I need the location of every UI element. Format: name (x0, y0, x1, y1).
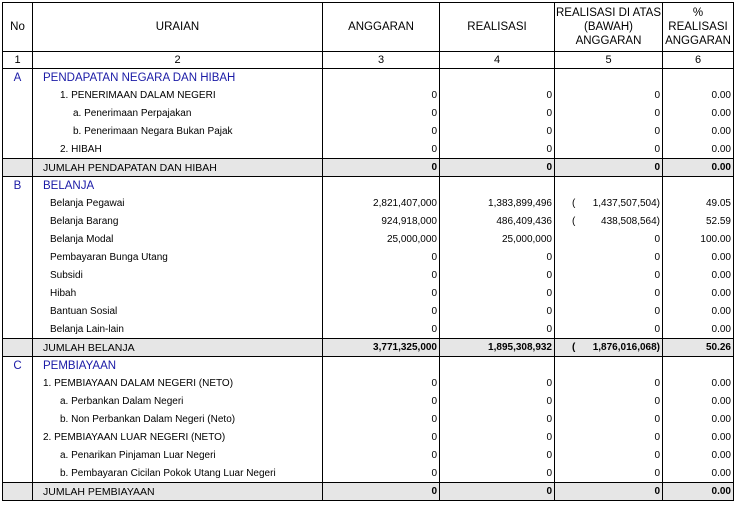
row-label: a. Penerimaan Perpajakan (33, 104, 323, 122)
total-realisasi: 0 (440, 159, 555, 177)
cell-realisasi: 0 (440, 446, 555, 464)
cell-selisih: 0 (555, 392, 663, 410)
cell-persen: 0.00 (663, 410, 734, 428)
total-row (3, 339, 734, 357)
cell-selisih: 0 (555, 374, 663, 392)
header-anggaran: ANGGARAN (323, 3, 440, 52)
header-selisih: REALISASI DI ATAS (BAWAH) ANGGARAN (555, 3, 663, 52)
section-code: A (3, 69, 33, 87)
table-row (3, 266, 734, 284)
cell-anggaran: 0 (323, 86, 440, 104)
cell-anggaran: 0 (323, 302, 440, 320)
open-paren: ( (572, 197, 576, 209)
row-label: 2. HIBAH (33, 140, 323, 159)
row-label: a. Penarikan Pinjaman Luar Negeri (33, 446, 323, 464)
cell-anggaran: 0 (323, 410, 440, 428)
table-row (3, 284, 734, 302)
cell-persen: 0.00 (663, 374, 734, 392)
section-code: B (3, 177, 33, 195)
row-label: Subsidi (33, 266, 323, 284)
cell-selisih: 0 (555, 410, 663, 428)
table-row (3, 446, 734, 464)
total-selisih: 0 (555, 483, 663, 501)
colnum: 3 (323, 52, 440, 69)
cell-anggaran: 924,918,000 (323, 212, 440, 230)
cell-anggaran: 0 (323, 140, 440, 159)
cell-selisih: 0 (555, 446, 663, 464)
section-title: PEMBIAYAAN (33, 357, 323, 375)
cell-realisasi: 0 (440, 86, 555, 104)
cell-anggaran: 0 (323, 122, 440, 140)
total-label: JUMLAH PENDAPATAN DAN HIBAH (33, 159, 323, 177)
colnum: 5 (555, 52, 663, 69)
header-realisasi: REALISASI (440, 3, 555, 52)
cell-realisasi: 0 (440, 248, 555, 266)
table-row (3, 392, 734, 410)
selisih-value: 1,437,507,504) (592, 197, 660, 209)
cell-anggaran: 0 (323, 446, 440, 464)
open-paren: ( (572, 215, 576, 227)
cell-realisasi: 486,409,436 (440, 212, 555, 230)
cell-selisih: 0 (555, 464, 663, 483)
cell-anggaran: 0 (323, 464, 440, 483)
selisih-value: 1,876,016,068) (592, 342, 660, 353)
total-anggaran: 3,771,325,000 (323, 339, 440, 357)
total-anggaran: 0 (323, 159, 440, 177)
table-row (3, 248, 734, 266)
section-row (3, 177, 734, 195)
total-label: JUMLAH PEMBIAYAAN (33, 483, 323, 501)
cell-persen: 0.00 (663, 392, 734, 410)
section-title: BELANJA (33, 177, 323, 195)
cell-anggaran: 0 (323, 104, 440, 122)
section-code: C (3, 357, 33, 375)
cell-selisih: 0 (555, 302, 663, 320)
cell-persen: 49.05 (663, 194, 734, 212)
row-label: Belanja Barang (33, 212, 323, 230)
cell-persen: 0.00 (663, 446, 734, 464)
header-row (3, 3, 734, 52)
table-row (3, 428, 734, 446)
row-label: b. Penerimaan Negara Bukan Pajak (33, 122, 323, 140)
row-label: Belanja Lain-lain (33, 320, 323, 339)
selisih-value: 438,508,564) (601, 215, 660, 227)
cell-realisasi: 0 (440, 140, 555, 159)
cell-persen: 0.00 (663, 266, 734, 284)
table-row (3, 140, 734, 159)
cell-anggaran: 0 (323, 284, 440, 302)
cell-selisih: 0 (555, 284, 663, 302)
total-selisih (555, 339, 663, 357)
cell-persen: 0.00 (663, 284, 734, 302)
row-label: Belanja Pegawai (33, 194, 323, 212)
total-realisasi: 1,895,308,932 (440, 339, 555, 357)
row-label: Hibah (33, 284, 323, 302)
row-label: b. Non Perbankan Dalam Negeri (Neto) (33, 410, 323, 428)
cell-persen: 0.00 (663, 428, 734, 446)
table-row (3, 212, 734, 230)
column-number-row (3, 52, 734, 69)
cell-persen: 100.00 (663, 230, 734, 248)
cell-realisasi: 0 (440, 320, 555, 339)
total-persen: 0.00 (663, 159, 734, 177)
total-realisasi: 0 (440, 483, 555, 501)
cell-anggaran: 0 (323, 392, 440, 410)
open-paren: ( (572, 342, 576, 353)
cell-selisih: 0 (555, 248, 663, 266)
cell-anggaran: 0 (323, 248, 440, 266)
cell-realisasi: 0 (440, 464, 555, 483)
table-row (3, 194, 734, 212)
table-row (3, 464, 734, 483)
row-label: 2. PEMBIAYAAN LUAR NEGERI (NETO) (33, 428, 323, 446)
colnum: 2 (33, 52, 323, 69)
cell-realisasi: 25,000,000 (440, 230, 555, 248)
cell-selisih: 0 (555, 104, 663, 122)
cell-anggaran: 2,821,407,000 (323, 194, 440, 212)
cell-persen: 0.00 (663, 122, 734, 140)
section-row (3, 357, 734, 375)
row-label: 1. PEMBIAYAAN DALAM NEGERI (NETO) (33, 374, 323, 392)
cell-persen: 0.00 (663, 104, 734, 122)
cell-realisasi: 0 (440, 266, 555, 284)
table-row (3, 104, 734, 122)
table-row (3, 302, 734, 320)
header-persen: % REALISASI ANGGARAN (663, 3, 734, 52)
colnum: 1 (3, 52, 33, 69)
cell-persen: 0.00 (663, 320, 734, 339)
section-row (3, 69, 734, 87)
total-label: JUMLAH BELANJA (33, 339, 323, 357)
row-label: 1. PENERIMAAN DALAM NEGERI (33, 86, 323, 104)
total-selisih: 0 (555, 159, 663, 177)
cell-selisih (555, 212, 663, 230)
cell-realisasi: 1,383,899,496 (440, 194, 555, 212)
table-row (3, 374, 734, 392)
cell-persen: 0.00 (663, 248, 734, 266)
cell-anggaran: 0 (323, 266, 440, 284)
cell-selisih: 0 (555, 266, 663, 284)
cell-selisih (555, 194, 663, 212)
table-row (3, 410, 734, 428)
row-label: b. Pembayaran Cicilan Pokok Utang Luar Negeri (33, 464, 323, 483)
total-anggaran: 0 (323, 483, 440, 501)
total-persen: 0.00 (663, 483, 734, 501)
cell-anggaran: 0 (323, 320, 440, 339)
cell-persen: 0.00 (663, 140, 734, 159)
table-row (3, 320, 734, 339)
cell-realisasi: 0 (440, 392, 555, 410)
cell-realisasi: 0 (440, 104, 555, 122)
table-row (3, 230, 734, 248)
total-persen: 50.26 (663, 339, 734, 357)
cell-selisih: 0 (555, 122, 663, 140)
section-title: PENDAPATAN NEGARA DAN HIBAH (33, 69, 323, 87)
cell-persen: 0.00 (663, 464, 734, 483)
cell-anggaran: 25,000,000 (323, 230, 440, 248)
colnum: 4 (440, 52, 555, 69)
cell-realisasi: 0 (440, 122, 555, 140)
cell-anggaran: 0 (323, 428, 440, 446)
cell-realisasi: 0 (440, 302, 555, 320)
cell-selisih: 0 (555, 86, 663, 104)
cell-selisih: 0 (555, 428, 663, 446)
cell-realisasi: 0 (440, 374, 555, 392)
cell-selisih: 0 (555, 320, 663, 339)
row-label: Belanja Modal (33, 230, 323, 248)
total-row (3, 483, 734, 501)
cell-anggaran: 0 (323, 374, 440, 392)
header-uraian: URAIAN (33, 3, 323, 52)
total-row (3, 159, 734, 177)
cell-selisih: 0 (555, 230, 663, 248)
cell-selisih: 0 (555, 140, 663, 159)
row-label: a. Perbankan Dalam Negeri (33, 392, 323, 410)
cell-realisasi: 0 (440, 410, 555, 428)
budget-realization-table (2, 2, 734, 501)
table-row (3, 86, 734, 104)
colnum: 6 (663, 52, 734, 69)
cell-realisasi: 0 (440, 284, 555, 302)
header-no: No (3, 3, 33, 52)
table-row (3, 122, 734, 140)
row-label: Bantuan Sosial (33, 302, 323, 320)
row-label: Pembayaran Bunga Utang (33, 248, 323, 266)
cell-persen: 52.59 (663, 212, 734, 230)
cell-persen: 0.00 (663, 86, 734, 104)
cell-realisasi: 0 (440, 428, 555, 446)
cell-persen: 0.00 (663, 302, 734, 320)
